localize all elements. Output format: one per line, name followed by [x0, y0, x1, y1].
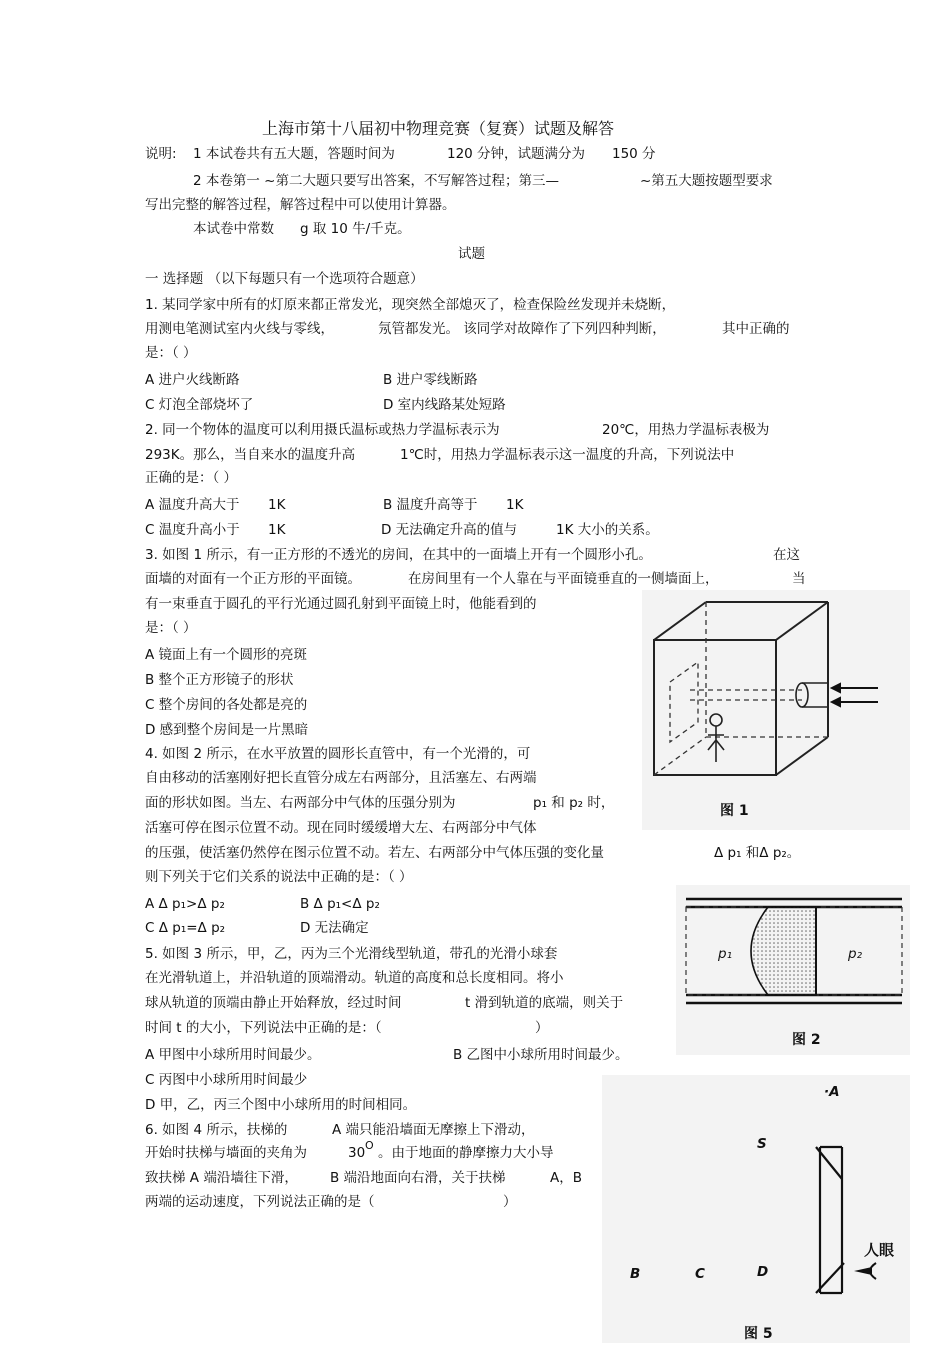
- intro-text: 写出完整的解答过程，解答过程中可以使用计算器。: [145, 197, 456, 213]
- point-s-label: S: [757, 1136, 767, 1152]
- question-text: 自由移动的活塞刚好把长直管分成左右两部分，且活塞左、右两端: [145, 770, 537, 786]
- question-text: 1℃时，用热力学温标表示这一温度的升高，下列说法中: [400, 447, 735, 463]
- option-d: D 无法确定升高的值与: [381, 522, 518, 538]
- question-text: B 端沿地面向右滑，关于扶梯: [330, 1170, 506, 1186]
- question-text: 其中正确的: [722, 321, 790, 337]
- option-a: A 进户火线断路: [145, 372, 240, 388]
- option-c: C 温度升高小于: [145, 522, 240, 538]
- intro-text: 2 本卷第一 ~第二大题只要写出答案，不写解答过程；第三—: [193, 173, 559, 189]
- question-text: 在这: [773, 547, 800, 563]
- question-text: 在光滑轨道上，并沿轨道的顶端滑动。轨道的高度和总长度相同。将小: [145, 970, 564, 986]
- option-b-value: 1K: [506, 497, 524, 513]
- option-c: C 灯泡全部烧坏了: [145, 397, 254, 413]
- question-text: 4. 如图 2 所示，在水平放置的圆形长直管中，有一个光滑的，可: [145, 746, 531, 762]
- question-text: 2. 同一个物体的温度可以利用摄氏温标或热力学温标表示为: [145, 422, 500, 438]
- question-text: A，B: [550, 1170, 582, 1186]
- page-title: 上海市第十八届初中物理竞赛（复赛）试题及解答: [262, 119, 615, 138]
- figure-1-drawing: [642, 590, 910, 830]
- question-text: 开始时扶梯与墙面的夹角为: [145, 1145, 307, 1161]
- point-c-label: C: [695, 1266, 705, 1282]
- option-c: C Δ p₁=Δ p₂: [145, 920, 226, 936]
- question-text: 的压强，使活塞仍然停在图示位置不动。若左、右两部分中气体压强的变化量: [145, 845, 604, 861]
- figure-2: [676, 885, 910, 1055]
- option-c: C 整个房间的各处都是亮的: [145, 697, 308, 713]
- question-text: p₁ 和 p₂ 时，: [533, 795, 615, 811]
- option-d: D 室内线路某处短路: [383, 397, 506, 413]
- question-text: 时间 t 的大小，下列说法中正确的是：（: [145, 1020, 382, 1036]
- pressure-label-left: p₁: [718, 946, 732, 962]
- question-text: Δ p₁ 和Δ p₂。: [714, 845, 801, 861]
- point-a-label: ·A: [824, 1084, 840, 1100]
- intro-text: ~第五大题按题型要求: [640, 173, 773, 189]
- part-title: 一 选择题 （以下每题只有一个选项符合题意）: [145, 271, 424, 287]
- figure-5: [602, 1075, 910, 1343]
- eye-label: 人眼: [864, 1241, 895, 1259]
- question-text: 6. 如图 4 所示，扶梯的: [145, 1122, 288, 1138]
- option-d: D 感到整个房间是一片黑暗: [145, 722, 309, 738]
- question-text: 。由于地面的静摩擦力大小导: [378, 1145, 554, 1161]
- option-c: C 丙图中小球所用时间最少: [145, 1072, 308, 1088]
- question-text: 致扶梯 A 端沿墙往下滑，: [145, 1170, 298, 1186]
- question-text: 30: [348, 1145, 366, 1161]
- option-d-value: 1K 大小的关系。: [556, 522, 659, 538]
- question-text: 两端的运动速度，下列说法正确的是（: [145, 1194, 375, 1210]
- section-title: 试题: [458, 246, 485, 262]
- question-text: 用测电笔测试室内火线与零线，: [145, 321, 334, 337]
- option-a-value: 1K: [268, 497, 286, 513]
- option-c-value: 1K: [268, 522, 286, 538]
- figure-5-drawing: [602, 1075, 910, 1343]
- question-text: 则下列关于它们关系的说法中正确的是：（ ）: [145, 869, 413, 885]
- option-a: A 温度升高大于: [145, 497, 240, 513]
- option-b: B 进户零线断路: [383, 372, 478, 388]
- option-b: B 乙图中小球所用时间最少。: [453, 1047, 629, 1063]
- question-text: A 端只能沿墙面无摩擦上下滑动，: [332, 1122, 535, 1138]
- question-text: ）: [535, 1020, 549, 1036]
- option-d: D 甲，乙，丙三个图中小球所用的时间相同。: [145, 1097, 417, 1113]
- question-text: 面的形状如图。当左、右两部分中气体的压强分别为: [145, 795, 456, 811]
- question-text: 有一束垂直于圆孔的平行光通过圆孔射到平面镜上时，他能看到的: [145, 596, 537, 612]
- question-text: 293K。那么，当自来水的温度升高: [145, 447, 356, 463]
- intro-text: 1 本试卷共有五大题，答题时间为: [193, 146, 395, 162]
- option-b: B 温度升高等于: [383, 497, 478, 513]
- figure-5-caption: 图 5: [744, 1326, 773, 1342]
- question-text: 3. 如图 1 所示，有一正方形的不透光的房间，在其中的一面墙上开有一个圆形小孔。: [145, 547, 652, 563]
- question-text: 在房间里有一个人靠在与平面镜垂直的一侧墙面上，: [408, 571, 719, 587]
- option-a: A 甲图中小球所用时间最少。: [145, 1047, 321, 1063]
- question-text: 活塞可停在图示位置不动。现在同时缓缓增大左、右两部分中气体: [145, 820, 537, 836]
- point-b-label: B: [630, 1266, 641, 1282]
- point-d-label: D: [757, 1264, 769, 1280]
- question-text: 是：（ ）: [145, 620, 197, 636]
- question-text: 是：（ ）: [145, 345, 197, 361]
- question-text: 20℃，用热力学温标表极为: [602, 422, 770, 438]
- figure-2-caption: 图 2: [792, 1032, 821, 1048]
- question-text: 1. 某同学家中所有的灯原来都正常发光，现突然全部熄灭了，检查保险丝发现并未烧断，: [145, 297, 676, 313]
- intro-text: 120 分钟，试题满分为: [447, 146, 586, 162]
- option-b: B 整个正方形镜子的形状: [145, 672, 294, 688]
- question-text: 正确的是：（ ）: [145, 470, 238, 486]
- intro-text: 本试卷中常数: [193, 221, 274, 237]
- question-text: ）: [503, 1194, 517, 1210]
- option-b: B Δ p₁<Δ p₂: [300, 896, 380, 912]
- option-a: A Δ p₁>Δ p₂: [145, 896, 225, 912]
- option-a: A 镜面上有一个圆形的亮斑: [145, 647, 308, 663]
- question-text: t 滑到轨道的底端，则关于: [465, 995, 624, 1011]
- question-text: 面墙的对面有一个正方形的平面镜。: [145, 571, 361, 587]
- pressure-label-right: p₂: [848, 946, 862, 962]
- degree-symbol: O: [365, 1139, 374, 1152]
- question-text: 氖管都发光。 该同学对故障作了下列四种判断，: [378, 321, 666, 337]
- intro-label: 说明:: [145, 146, 177, 162]
- figure-1: [642, 590, 910, 830]
- figure-1-caption: 图 1: [720, 803, 749, 819]
- intro-text: 150 分: [612, 146, 656, 162]
- question-text: 5. 如图 3 所示，甲，乙，丙为三个光滑线型轨道，带孔的光滑小球套: [145, 946, 558, 962]
- option-d: D 无法确定: [300, 920, 369, 936]
- question-text: 当: [792, 571, 806, 587]
- intro-text: g 取 10 牛/千克。: [300, 221, 411, 237]
- question-text: 球从轨道的顶端由静止开始释放，经过时间: [145, 995, 402, 1011]
